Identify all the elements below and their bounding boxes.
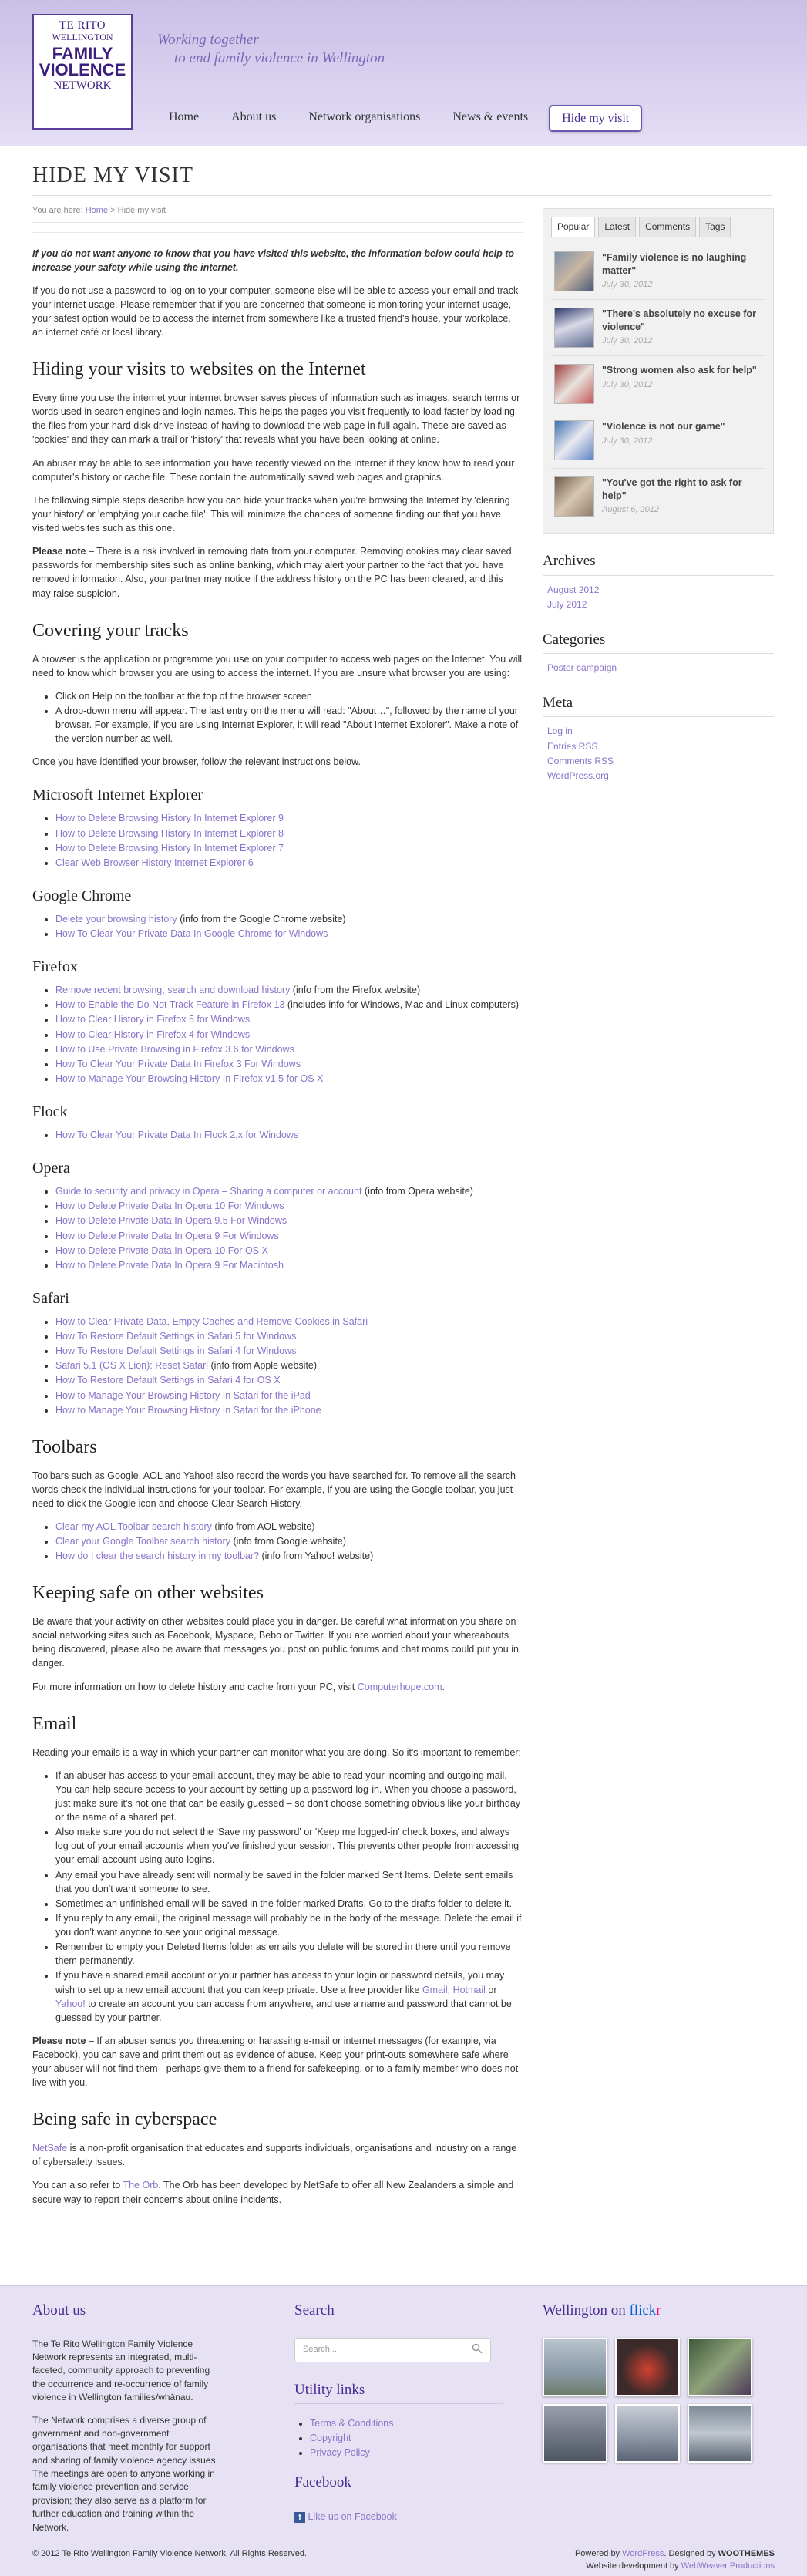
meta-link[interactable]: Comments RSS (547, 755, 614, 766)
nav-news-events[interactable]: News & events (452, 110, 529, 123)
ie-link[interactable]: How to Delete Browsing History In Internet Explorer 9 (55, 813, 284, 824)
post-item[interactable]: "Strong women also ask for help" July 30, 2012 (551, 356, 765, 412)
section-heading: Safari (32, 1289, 69, 1307)
firefox-link[interactable]: How To Clear Your Private Data In Firefox 3 For Windows (55, 1058, 301, 1069)
netsafe-link[interactable]: NetSafe (32, 2143, 68, 2154)
firefox-link[interactable]: Remove recent browsing, search and download history (55, 985, 291, 996)
webweaver-link[interactable]: WebWeaver Productions (681, 2561, 775, 2571)
safari-link[interactable]: How To Restore Default Settings in Safari 5 for Windows (55, 1331, 297, 1342)
firefox-link[interactable]: How to Use Private Browsing in Firefox 3.6 for Windows (55, 1043, 294, 1055)
category-link[interactable]: Poster campaign (547, 662, 617, 674)
powered-by: Powered by WordPress. Designed by WOOTHEMES Website development by WebWeaver Productions (574, 2549, 775, 2571)
safari-link[interactable]: How to Clear Private Data, Empty Caches and Remove Cookies in Safari (55, 1315, 368, 1327)
section-heading: Google Chrome (32, 887, 132, 904)
safari-link[interactable]: How To Restore Default Settings in Safari 4 for Windows (55, 1345, 297, 1357)
paragraph: The following simple steps describe how you can hide your tracks when you're browsing the Internet by 'clearing your history' or 'emptying your cache file'. This will minimize the chances of someone finding out that you have visited websites such as this one. (32, 494, 510, 534)
nav-network-organisations[interactable]: Network organisations (308, 110, 421, 123)
page-title: HIDE MY VISIT (32, 160, 772, 196)
firefox-link[interactable]: How to Manage Your Browsing History In Firefox v1.5 for OS X (55, 1072, 324, 1084)
site-logo[interactable]: TE RITO WELLINGTON FAMILY VIOLENCE NETWORK (32, 14, 133, 130)
post-thumbnail[interactable] (554, 251, 594, 291)
opera-link[interactable]: Guide to security and privacy in Opera – Sharing a computer or account (55, 1186, 362, 1197)
paragraph: Once you have identified your browser, follow the relevant instructions below. (32, 756, 361, 768)
list-item: • Click on Help on the toolbar at the top of the browser screen (55, 689, 523, 703)
search-input[interactable]: Search... (294, 2338, 491, 2362)
flock-link[interactable]: How To Clear Your Private Data In Flock 2.x for Windows (55, 1130, 299, 1140)
facebook-icon: f (294, 2512, 305, 2523)
post-item[interactable]: "Violence is not our game" July 30, 2012 (551, 412, 765, 469)
paragraph: Be aware that your activity on other websites could place you in danger. Be careful what information you share on social networking sites such as Facebook, Myspace, Bebo or Twitter. If you are worried about your whereabouts being discovered, please also be aware that messages you post on public forums and chat rooms could put you in danger. (32, 1616, 519, 1669)
breadcrumb-home[interactable]: Home (85, 205, 109, 215)
list-item: • Remember to empty your Deleted Items folder as emails you delete will be stored in there until you remove them permanently. (55, 1940, 523, 1968)
flickr-photo[interactable] (615, 2404, 680, 2463)
widget-tabs (551, 217, 765, 237)
firefox-link[interactable]: How to Clear History in Firefox 4 for Windows (55, 1029, 251, 1040)
flickr-photo[interactable] (543, 2338, 607, 2396)
hotmail-link[interactable]: Hotmail (452, 1984, 486, 1995)
post-thumbnail[interactable] (554, 364, 594, 404)
section-heading: Firefox (32, 958, 78, 976)
firefox-links: • Remove recent browsing, search and download history (info from the Firefox website) • How to Enable the Do Not Track Feature in Firefox 13 (includes info for Windows, Mac and Linux computers) • How to Clear History in Firefox 5 for Windows • How to Clear History in Firefox 4 for Windows • How to Use Private Browsing in Firefox 3.6 for Windows • How To Clear Your Private Data In Firefox 3 For Windows • How to Manage Your Browsing History In Firefox v1.5 for OS X (55, 983, 523, 1086)
paragraph: An abuser may be able to see information you have recently viewed on the Internet if they know how to read your computer's history or cache file. These contain the automatically saved web pages and graphics. (32, 457, 515, 483)
section-heading: Email (32, 1713, 77, 1734)
section-heading: Keeping safe on other websites (32, 1583, 264, 1604)
opera-link[interactable]: How to Delete Private Data In Opera 10 For OS X (55, 1244, 268, 1256)
section-heading: Being safe in cyberspace (32, 2110, 217, 2130)
flock-links (55, 1128, 523, 1142)
search-icon[interactable] (472, 2343, 483, 2359)
section-heading: Toolbars (32, 1436, 97, 1457)
post-thumbnail[interactable] (554, 476, 594, 517)
popular-posts-widget (543, 208, 774, 534)
site-header (0, 0, 807, 146)
firefox-link[interactable]: How to Clear History in Firefox 5 for Windows (55, 1014, 251, 1025)
woothemes-logo[interactable]: WOOTHEMES (718, 2549, 775, 2558)
help-steps (55, 689, 523, 746)
tab-popular[interactable]: Popular (551, 217, 595, 237)
computerhope-link[interactable]: Computerhope.com (357, 1681, 442, 1692)
list-item: • If an abuser has access to your email account, they may be able to read your incoming and outgoing mail. You can help secure access to your account by setting up a password log-in. When you choose a password, just make sure it's not one that can be easily guessed – so don't choose something obvious like your birthday or the name of a shared pet. (55, 1769, 523, 1825)
opera-link[interactable]: How to Delete Private Data In Opera 10 For Windows (55, 1200, 284, 1212)
meta-link[interactable]: WordPress.org (547, 770, 609, 782)
the-orb-link[interactable]: The Orb (123, 2180, 159, 2191)
site-footer (0, 2285, 807, 2576)
note: Please note – There is a risk involved in removing data from your computer. Removing cookies may clear saved passwords for membership sites such as online banking, which may alert your partner to the fact that you have removed information. Also, your partner may notice if the address history on the PC has been cleared, and this may raise suspicion. (32, 546, 512, 599)
meta-heading: Meta (543, 692, 774, 718)
main-nav (157, 105, 651, 132)
paragraph: Every time you use the internet your internet browser saves pieces of information such as images, search terms or words used in search engines and login names. This helps the pages you visit frequently to load faster by loading the files from your hard disk drive instead of having to download the web page in full again. These are saved as 'cookies' and they can mark a trail or 'history' that reveals what you have been looking at online. (32, 392, 520, 446)
opera-link[interactable]: How to Delete Private Data In Opera 9 For Windows (55, 1230, 279, 1241)
paragraph: You can also refer to The Orb. The Orb has been developed by NetSafe to offer all New Zealanders a simple and secure way to report their concerns about online incidents. (32, 2180, 514, 2205)
gmail-link[interactable]: Gmail (422, 1984, 448, 1995)
paragraph: For more information on how to delete history and cache from your PC, visit Computerhope.com. (32, 1681, 445, 1692)
meta-link[interactable]: Log in (547, 726, 573, 737)
safari-link[interactable]: How to Manage Your Browsing History In Safari for the iPhone (55, 1404, 321, 1416)
paragraph: NetSafe is a non-profit organisation that educates and supports individuals, organisations and industry on a range of cybersafety issues. (32, 2143, 517, 2168)
section-heading: Opera (32, 1160, 70, 1177)
section-heading: Hiding your visits to websites on the Internet (32, 359, 366, 380)
post-thumbnail[interactable] (554, 308, 594, 348)
list-item: • Any email you have already sent will normally be saved in the folder marked Sent Items. Delete sent emails that you don't want someone to see. (55, 1868, 523, 1896)
meta-link[interactable]: Entries RSS (547, 740, 598, 752)
note: Please note – If an abuser sends you threatening or harassing e-mail or internet messages (for example, via Facebook), you can save and print them out as evidence of abuse. Keep your print-outs somewhere safe where your abuser will not find them - perhaps give them to a friend for safekeeping, or to a family member who does not live with you. (32, 2035, 519, 2089)
utility-links (310, 2416, 503, 2460)
tab-latest[interactable]: Latest (598, 217, 636, 237)
terms-link[interactable]: Terms & Conditions (310, 2418, 394, 2430)
paragraph: Reading your emails is a way in which your partner can monitor what you are doing. So it's important to remember: (32, 1746, 521, 1758)
safari-link[interactable]: How to Manage Your Browsing History In Safari for the iPad (55, 1389, 311, 1401)
paragraph: A browser is the application or programme you use on your computer to access web pages on the Internet. You will need to know which browser you are using to access the internet. If you are unsure what browser you are using: (32, 653, 523, 679)
list-item: • Sometimes an unfinished email will be saved in the folder marked Drafts. Go to the drafts folder to delete it. (55, 1897, 523, 1911)
footer-bottom (0, 2537, 807, 2571)
archive-link[interactable]: August 2012 (547, 584, 600, 595)
list-item: • If you have a shared email account or your partner has access to your login or password details, you may wish to set up a new email account that you can keep private. Use a free provider like Gmail, Hotmail or Yahoo! to create an account you can access from anywhere, and use a name and password that cannot be guessed by your partner. (55, 1968, 523, 2025)
wordpress-link[interactable]: WordPress (622, 2549, 664, 2558)
toolbar-link[interactable]: How do I clear the search history in my toolbar? (55, 1551, 260, 1562)
opera-link[interactable]: How to Delete Private Data In Opera 9.5 For Windows (55, 1215, 287, 1227)
toolbar-link[interactable]: Clear your Google Toolbar search history (55, 1536, 230, 1547)
archive-link[interactable]: July 2012 (547, 599, 587, 611)
paragraph: If you do not use a password to log on to your computer, someone else will be able to access your email and track your internet usage. Please remember that if you are concerned that someone is monitoring your internet usage, your safest option would be to access the internet from somewhere like a trusted friend's house, your workplace, an internet café or local library. (32, 285, 519, 338)
tagline: Working together to end family violence in Wellington (157, 32, 385, 66)
intro-text: If you do not want anyone to know that you have visited this website, the information below could help to increase your safety while using the internet. (32, 232, 523, 274)
opera-links: • Guide to security and privacy in Opera – Sharing a computer or account (info from Opera website) • How to Delete Private Data In Opera 10 For Windows • How to Delete Private Data In Opera 9.5 For Windows • How to Delete Private Data In Opera 9 For Windows • How to Delete Private Data In Opera 10 For OS X • How to Delete Private Data In Opera 9 For Macintosh (55, 1184, 523, 1272)
nav-hide-my-visit[interactable]: Hide my visit (549, 105, 642, 132)
ie-link[interactable]: Clear Web Browser History Internet Explorer 6 (55, 857, 254, 868)
safari-link[interactable]: How To Restore Default Settings in Safari 4 for OS X (55, 1375, 281, 1386)
sidebar (543, 208, 774, 785)
firefox-link[interactable]: How to Enable the Do Not Track Feature in Firefox 13 (55, 999, 285, 1011)
categories-heading: Categories (543, 629, 774, 655)
flickr-photo[interactable] (615, 2338, 680, 2396)
section-heading: Covering your tracks (32, 620, 189, 641)
paragraph: Toolbars such as Google, AOL and Yahoo! also record the words you have searched for. To remove all the search words check the individual instructions for your toolbar. For example, if you are using the Google toolbar, you just need to click the Google icon and choose Clear Search History. (32, 1470, 516, 1509)
ie-link[interactable]: How to Delete Browsing History In Internet Explorer 8 (55, 827, 284, 839)
flickr-photo[interactable] (688, 2338, 752, 2396)
footer-flickr: Wellington on flickr (543, 2300, 774, 2463)
section-heading: Microsoft Internet Explorer (32, 786, 203, 804)
flickr-gallery (543, 2338, 774, 2463)
post-item[interactable]: "Family violence is no laughing matter" July 30, 2012 (551, 244, 765, 300)
copyright-text: © 2012 Te Rito Wellington Family Violence Network. All Rights Reserved. (32, 2549, 307, 2558)
safari-links: • How to Clear Private Data, Empty Caches and Remove Cookies in Safari • How To Restore Default Settings in Safari 5 for Windows • How To Restore Default Settings in Safari 4 for Windows • Safari 5.1 (OS X Lion): Reset Safari (info from Apple website) • How To Restore Default Settings in Safari 4 for OS X • How to Manage Your Browsing History In Safari for the iPad • How to Manage Your Browsing History In Safari for the iPhone (55, 1315, 523, 1417)
facebook-like[interactable]: f Like us on Facebook (294, 2510, 503, 2524)
post-item[interactable]: "You've got the right to ask for help" August 6, 2012 (551, 469, 765, 525)
footer-about: About us The Te Rito Wellington Family Violence Network represents an integrated, multi-faceted, community approach to preventing the occurrence and re-occurrence of family violence in Wellington families/whānau. The Network comprises a diverse group of government and non-government organisations that meet monthly for support and sharing of family violence agency issues. The meetings are open to anyone working in family violence prevention and service provision; they also serve as a platform for further education and training within the Network. (32, 2300, 225, 2544)
ie-link[interactable]: How to Delete Browsing History In Internet Explorer 7 (55, 842, 284, 854)
nav-about-us[interactable]: About us (231, 110, 277, 123)
list-item: • If you reply to any email, the original message will probably be in the body of the message. Delete the email if you don't want anyone to see your original message. (55, 1911, 523, 1939)
toolbar-link[interactable]: Clear my AOL Toolbar search history (55, 1520, 212, 1532)
yahoo-link[interactable]: Yahoo! (55, 1998, 86, 2009)
toolbar-links: • Clear my AOL Toolbar search history (info from AOL website) • Clear your Google Toolbar search history (info from Google website) • How do I clear the search history in my toolbar? (info from Yahoo! website) (55, 1520, 523, 1563)
opera-link[interactable]: How to Delete Private Data In Opera 9 For Macintosh (55, 1259, 284, 1271)
privacy-link[interactable]: Privacy Policy (310, 2447, 370, 2459)
section-heading: Flock (32, 1103, 68, 1120)
list-item: • A drop-down menu will appear. The last entry on the menu will read: "About…", followed by the name of your browser. For example, if you are using Internet Explorer, it will read "About Internet Explorer". Make a note of the version number as well. (55, 704, 523, 746)
tab-comments[interactable]: Comments (639, 217, 696, 237)
chrome-link[interactable]: How To Clear Your Private Data In Google Chrome for Windows (55, 928, 328, 939)
email-tips (55, 1769, 523, 2025)
archives-heading: Archives (543, 551, 774, 576)
post-thumbnail[interactable] (554, 420, 594, 460)
main-content (32, 160, 523, 2216)
chrome-links: • Delete your browsing history (info from the Google Chrome website) • How To Clear Your Private Data In Google Chrome for Windows (55, 912, 523, 941)
flickr-photo[interactable] (543, 2404, 607, 2463)
chrome-link[interactable]: Delete your browsing history (55, 913, 177, 924)
footer-search: Search Search... Utility links • Terms & Conditions • Copyright • Privacy Policy Facebook f Like us on Facebook (294, 2300, 503, 2524)
breadcrumb: You are here: Home > Hide my visit (32, 205, 523, 223)
nav-home[interactable]: Home (169, 110, 200, 123)
flickr-photo[interactable] (688, 2404, 752, 2463)
tab-tags[interactable]: Tags (699, 217, 731, 237)
ie-links (55, 811, 523, 870)
list-item: • Also make sure you do not select the 'Save my password' or 'Keep me logged-in' check boxes, and always log out of your email accounts when you've finished your session. This prevents other people from accessing your email account using auto-logins. (55, 1825, 523, 1867)
copyright-link[interactable]: Copyright (310, 2433, 351, 2444)
post-item[interactable]: "There's absolutely no excuse for violence" July 30, 2012 (551, 300, 765, 356)
safari-link[interactable]: Safari 5.1 (OS X Lion): Reset Safari (55, 1360, 209, 1372)
